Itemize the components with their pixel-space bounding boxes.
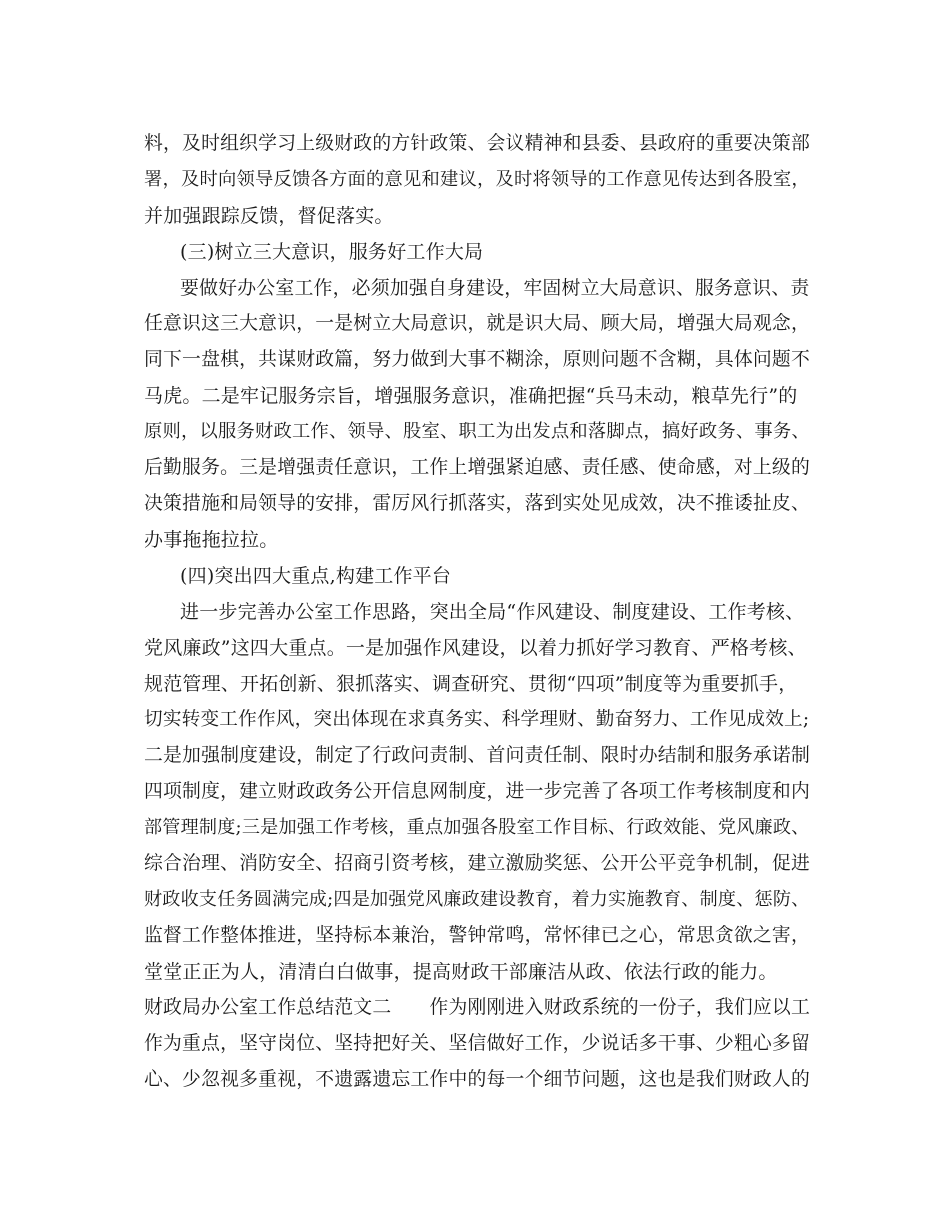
paragraph-line: 综合治理、消防安全、招商引资考核，建立激励奖惩、公开公平竞争机制，促进 (144, 853, 810, 874)
paragraph-line: 心、少忽视多重视，不遗露遗忘工作中的每一个细节问题，这也是我们财政人的 (144, 1069, 810, 1090)
paragraph-line: 规范管理、开拓创新、狠抓落实、调查研究、贯彻“四项”制度等为重要抓手， (144, 673, 798, 695)
paragraph-line: 部管理制度;三是加强工作考核，重点加强各股室工作目标、行政效能、党风廉政、 (144, 817, 810, 838)
paragraph-line: 原则，以服务财政工作、领导、股室、职工为出发点和落脚点，搞好政务、事务、 (144, 421, 810, 442)
paragraph-line: 办事拖拖拉拉。 (144, 529, 279, 551)
section-heading: (四)突出四大重点,构建工作平台 (180, 565, 452, 587)
paragraph-line: 马虎。二是牢记服务宗旨，增强服务意识，准确把握“兵马未动，粮草先行”的 (144, 385, 798, 407)
paragraph-line: 决策措施和局领导的安排，雷厉风行抓落实，落到实处见成效，决不推诿扯皮、 (144, 493, 810, 514)
paragraph-line: 进一步完善办公室工作思路，突出全局“作风建设、制度建设、工作考核、 (180, 601, 805, 623)
paragraph-line: 料，及时组织学习上级财政的方针政策、会议精神和县委、县政府的重要决策部 (144, 133, 810, 154)
paragraph-line: 后勤服务。三是增强责任意识，工作上增强紧迫感、责任感、使命感，对上级的 (144, 457, 810, 478)
paragraph-line: 要做好办公室工作，必须加强自身建设，牢固树立大局意识、服务意识、责 (180, 277, 810, 299)
paragraph-line: 四项制度，建立财政政务公开信息网制度，进一步完善了各项工作考核制度和内 (144, 781, 810, 802)
paragraph-line: 二是加强制度建设，制定了行政问责制、首问责任制、限时办结制和服务承诺制 (144, 745, 810, 766)
paragraph-line: 并加强跟踪反馈，督促落实。 (144, 205, 394, 227)
paragraph-line: 署，及时向领导反馈各方面的意见和建议，及时将领导的工作意见传达到各股室， (144, 169, 810, 190)
paragraph-line: 党风廉政”这四大重点。一是加强作风建设，以着力抓好学习教育、严格考核、 (144, 637, 807, 659)
paragraph-line: 作为重点，坚守岗位、坚持把好关、坚信做好工作，少说话多干事、少粗心多留 (144, 1033, 810, 1054)
paragraph-line: 同下一盘棋，共谋财政篇，努力做到大事不糊涂，原则问题不含糊，具体问题不 (144, 349, 810, 370)
paragraph-line: 切实转变工作作风，突出体现在求真务实、科学理财、勤奋努力、工作见成效上; (144, 709, 810, 730)
paragraph-line: 堂堂正正为人，清清白白做事，提高财政干部廉洁从政、依法行政的能力。 (144, 961, 778, 983)
paragraph-line: 监督工作整体推进，坚持标本兼治，警钟常鸣，常怀律已之心，常思贪欲之害， (144, 925, 810, 946)
paragraph-line: 任意识这三大意识，一是树立大局意识，就是识大局、顾大局，增强大局观念， (144, 313, 810, 334)
section-heading: (三)树立三大意识，服务好工作大局 (180, 241, 484, 263)
paragraph-line: 财政局办公室工作总结范文二 作为刚刚进入财政系统的一份子，我们应以工 (144, 997, 810, 1018)
paragraph-line: 财政收支任务圆满完成;四是加强党风廉政建设教育，着力实施教育、制度、惩防、 (144, 889, 810, 910)
